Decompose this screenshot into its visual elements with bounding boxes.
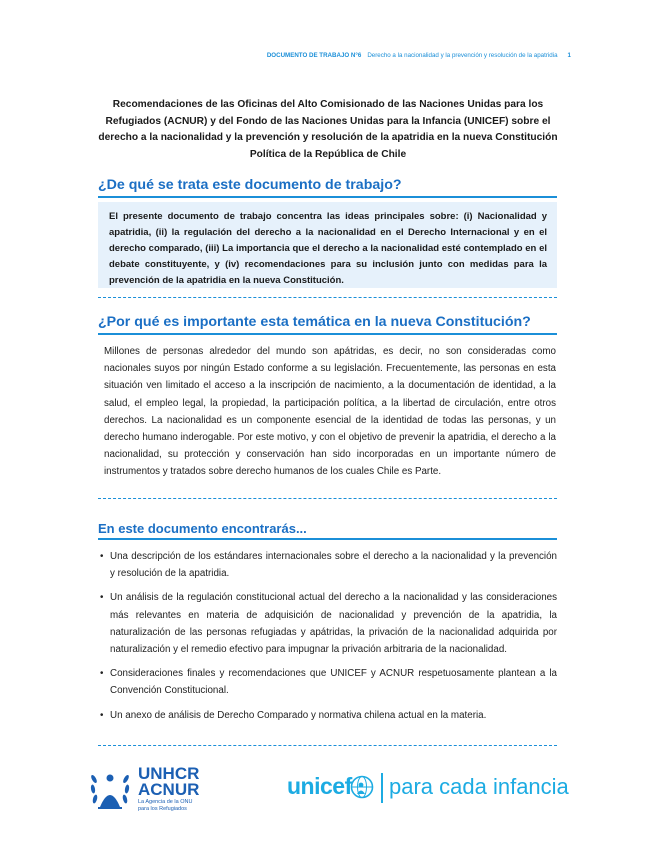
summary-text: El presente documento de trabajo concentra las ideas principales sobre: (i) Nacionalidad y apatridia, (ii) la regulación del derecho a la nacionalidad en el Derecho Internacional y en el derecho comparado, (iii) La importancia que el derecho a la nacionalidad esté contemplado en el debate constituyente, y (iv) recomendaciones para su inclusión junto con medidas para la prevención de la apatridia en la nueva Constitución.: [109, 211, 547, 286]
list-item: • Un anexo de análisis de Derecho Comparado y normativa chilena actual en la materia.: [100, 707, 557, 724]
unhcr-emblem-icon: [88, 765, 132, 811]
why-paragraph: Millones de personas alrededor del mundo son apátridas, es decir, no son consideradas como nacionales suyos por ningún Estado conforme a su legislación. Frecuentemente, las personas en esta situación ven limitado el acceso a la inscripción de nacimiento, a la documentación de identidad, a la salud, el empleo legal, la propiedad, la participación política, a la libertad de circulación, entre otros derechos. La nacionalidad es un componente esencial de la identidad de todas las personas, y un derecho humano inderogable. Por este motivo, y con el objetivo de prevenir la apatridia, el derecho a la nacionalidad, su protección y conservación han sido incorporadas en un importante número de instrumentos y tratados sobre derecho humanos de los cuales Chile es Parte.: [104, 346, 556, 478]
document-title: Recomendaciones de las Oficinas del Alto Comisionado de las Naciones Unidas para los Refugiados (ACNUR) y del Fondo de las Naciones Unidas para la Infancia (UNICEF) sobre el derecho a la nacionalidad y la prevención y resolución de la apatridia en la nueva Constitución Política de la República de Chile: [98, 99, 558, 160]
unicef-wordmark: unicef: [287, 773, 352, 799]
section-heading-why: ¿Por qué es importante esta temática en la nueva Constitución?: [98, 314, 531, 330]
bullet-glyph: •: [100, 709, 104, 721]
heading-rule: [98, 538, 557, 540]
unhcr-wordmark: UNHCR: [138, 764, 200, 783]
dashed-divider: [98, 745, 557, 746]
bullet-glyph: •: [100, 551, 104, 562]
running-header: [267, 52, 571, 59]
running-header-subject: Derecho a la nacionalidad y la prevención y resolución de la apatridia: [367, 52, 558, 59]
running-header-label: DOCUMENTO DE TRABAJO N°6: [266, 52, 362, 59]
unicef-globe-icon: [350, 775, 374, 799]
bullet-glyph: •: [100, 668, 104, 680]
unicef-tagline: para cada infancia: [389, 774, 569, 799]
section-heading-what: ¿De qué se trata este documento de trabajo?: [98, 177, 402, 193]
summary-box: [98, 202, 557, 288]
section-heading-contents: En este documento encontrarás...: [98, 521, 307, 536]
list-item: • Consideraciones finales y recomendaciones que UNICEF y ACNUR respetuosamente plantean a la Convención Constitucional.: [100, 665, 557, 699]
acnur-wordmark: ACNUR: [138, 780, 200, 799]
unhcr-tagline: La Agencia de la ONU para los Refugiados: [138, 799, 193, 812]
page-number: 1: [567, 52, 571, 59]
heading-rule: [98, 333, 557, 335]
logo-divider: [381, 773, 383, 803]
contents-list: [100, 548, 557, 731]
unhcr-logo: [88, 765, 248, 815]
dashed-divider: [98, 297, 557, 298]
list-item: • Una descripción de los estándares internacionales sobre el derecho a la nacionalidad y la prevención y resolución de la apatridia.: [100, 548, 557, 582]
list-item: • Un análisis de la regulación constitucional actual del derecho a la nacionalidad y las consideraciones más relevantes en materia de adquisición de nacionalidad y prevención de la apatridia, la naturalización de las personas refugiadas y apátridas, la privación de la nacionalidad adquirida por naturalización y el remedio efectivo para impugnar la privación arbitraria de la nacionalidad.: [100, 589, 557, 658]
dashed-divider: [98, 498, 557, 499]
heading-rule: [98, 196, 557, 198]
bullet-glyph: •: [100, 592, 104, 604]
